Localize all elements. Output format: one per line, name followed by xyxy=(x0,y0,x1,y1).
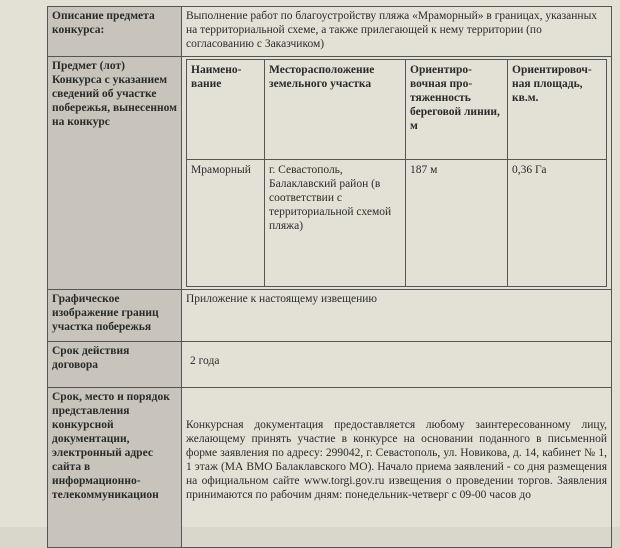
table-row xyxy=(48,342,612,388)
table-cell: 0,36 Га xyxy=(508,160,607,287)
row-label: Графическое изображение границ участка побережья xyxy=(48,290,182,342)
lot-data-row xyxy=(187,160,607,287)
table-cell: Мраморный xyxy=(187,160,265,287)
lot-details-cell xyxy=(182,57,612,290)
table-cell: 187 м xyxy=(406,160,508,287)
row-value: 2 года xyxy=(182,342,612,388)
lot-details-table xyxy=(186,59,607,287)
table-cell: г. Севастополь, Балаклавский район (в соответствии с территориальной схемой пляжа) xyxy=(265,160,406,287)
row-value: Выполнение работ по благоустройству пляжа «Мраморный» в границах, указанных на территориальной схеме, а также прилегающей к нему территории (по согласованию с Заказчиком) xyxy=(182,7,612,57)
row-label: Описание предмета конкурса: xyxy=(48,7,182,57)
row-label: Срок, место и порядок представления конкурсной документации, электронный адрес сайта в информационно-телекоммуникацион xyxy=(48,388,182,548)
tender-notice-table xyxy=(47,6,612,548)
table-row xyxy=(48,388,612,548)
row-label: Срок действия договора xyxy=(48,342,182,388)
column-header: Ориентировоч-ная площадь, кв.м. xyxy=(508,60,607,160)
lot-header-row xyxy=(187,60,607,160)
column-header: Наимено-вание xyxy=(187,60,265,160)
column-header: Ориентиро-вочная про-тяженность береговой линии, м xyxy=(406,60,508,160)
row-label: Предмет (лот) Конкурса с указанием сведений об участке побережья, вынесенном на конкурс xyxy=(48,57,182,290)
row-value: Конкурсная документация предоставляется любому заинтересованному лицу, желающему принять участие в конкурсе на основании поданного в письменной форме заявления по адресу: 299042, г. Севастополь, ул. Новикова, д. 14, кабинет № 1, 1 этаж (МА ВМО Балаклавского МО). Начало приема заявлений - со дня размещения на официальном сайте www.torgi.gov.ru извещения о проведении торгов. Заявления принимаются по рабочим дням: понедельник-четверг с 09-00 часов до xyxy=(182,388,612,548)
table-row xyxy=(48,7,612,57)
column-header: Месторасположение земельного участка xyxy=(265,60,406,160)
table-row xyxy=(48,290,612,342)
table-row xyxy=(48,57,612,290)
row-value: Приложение к настоящему извещению xyxy=(182,290,612,342)
